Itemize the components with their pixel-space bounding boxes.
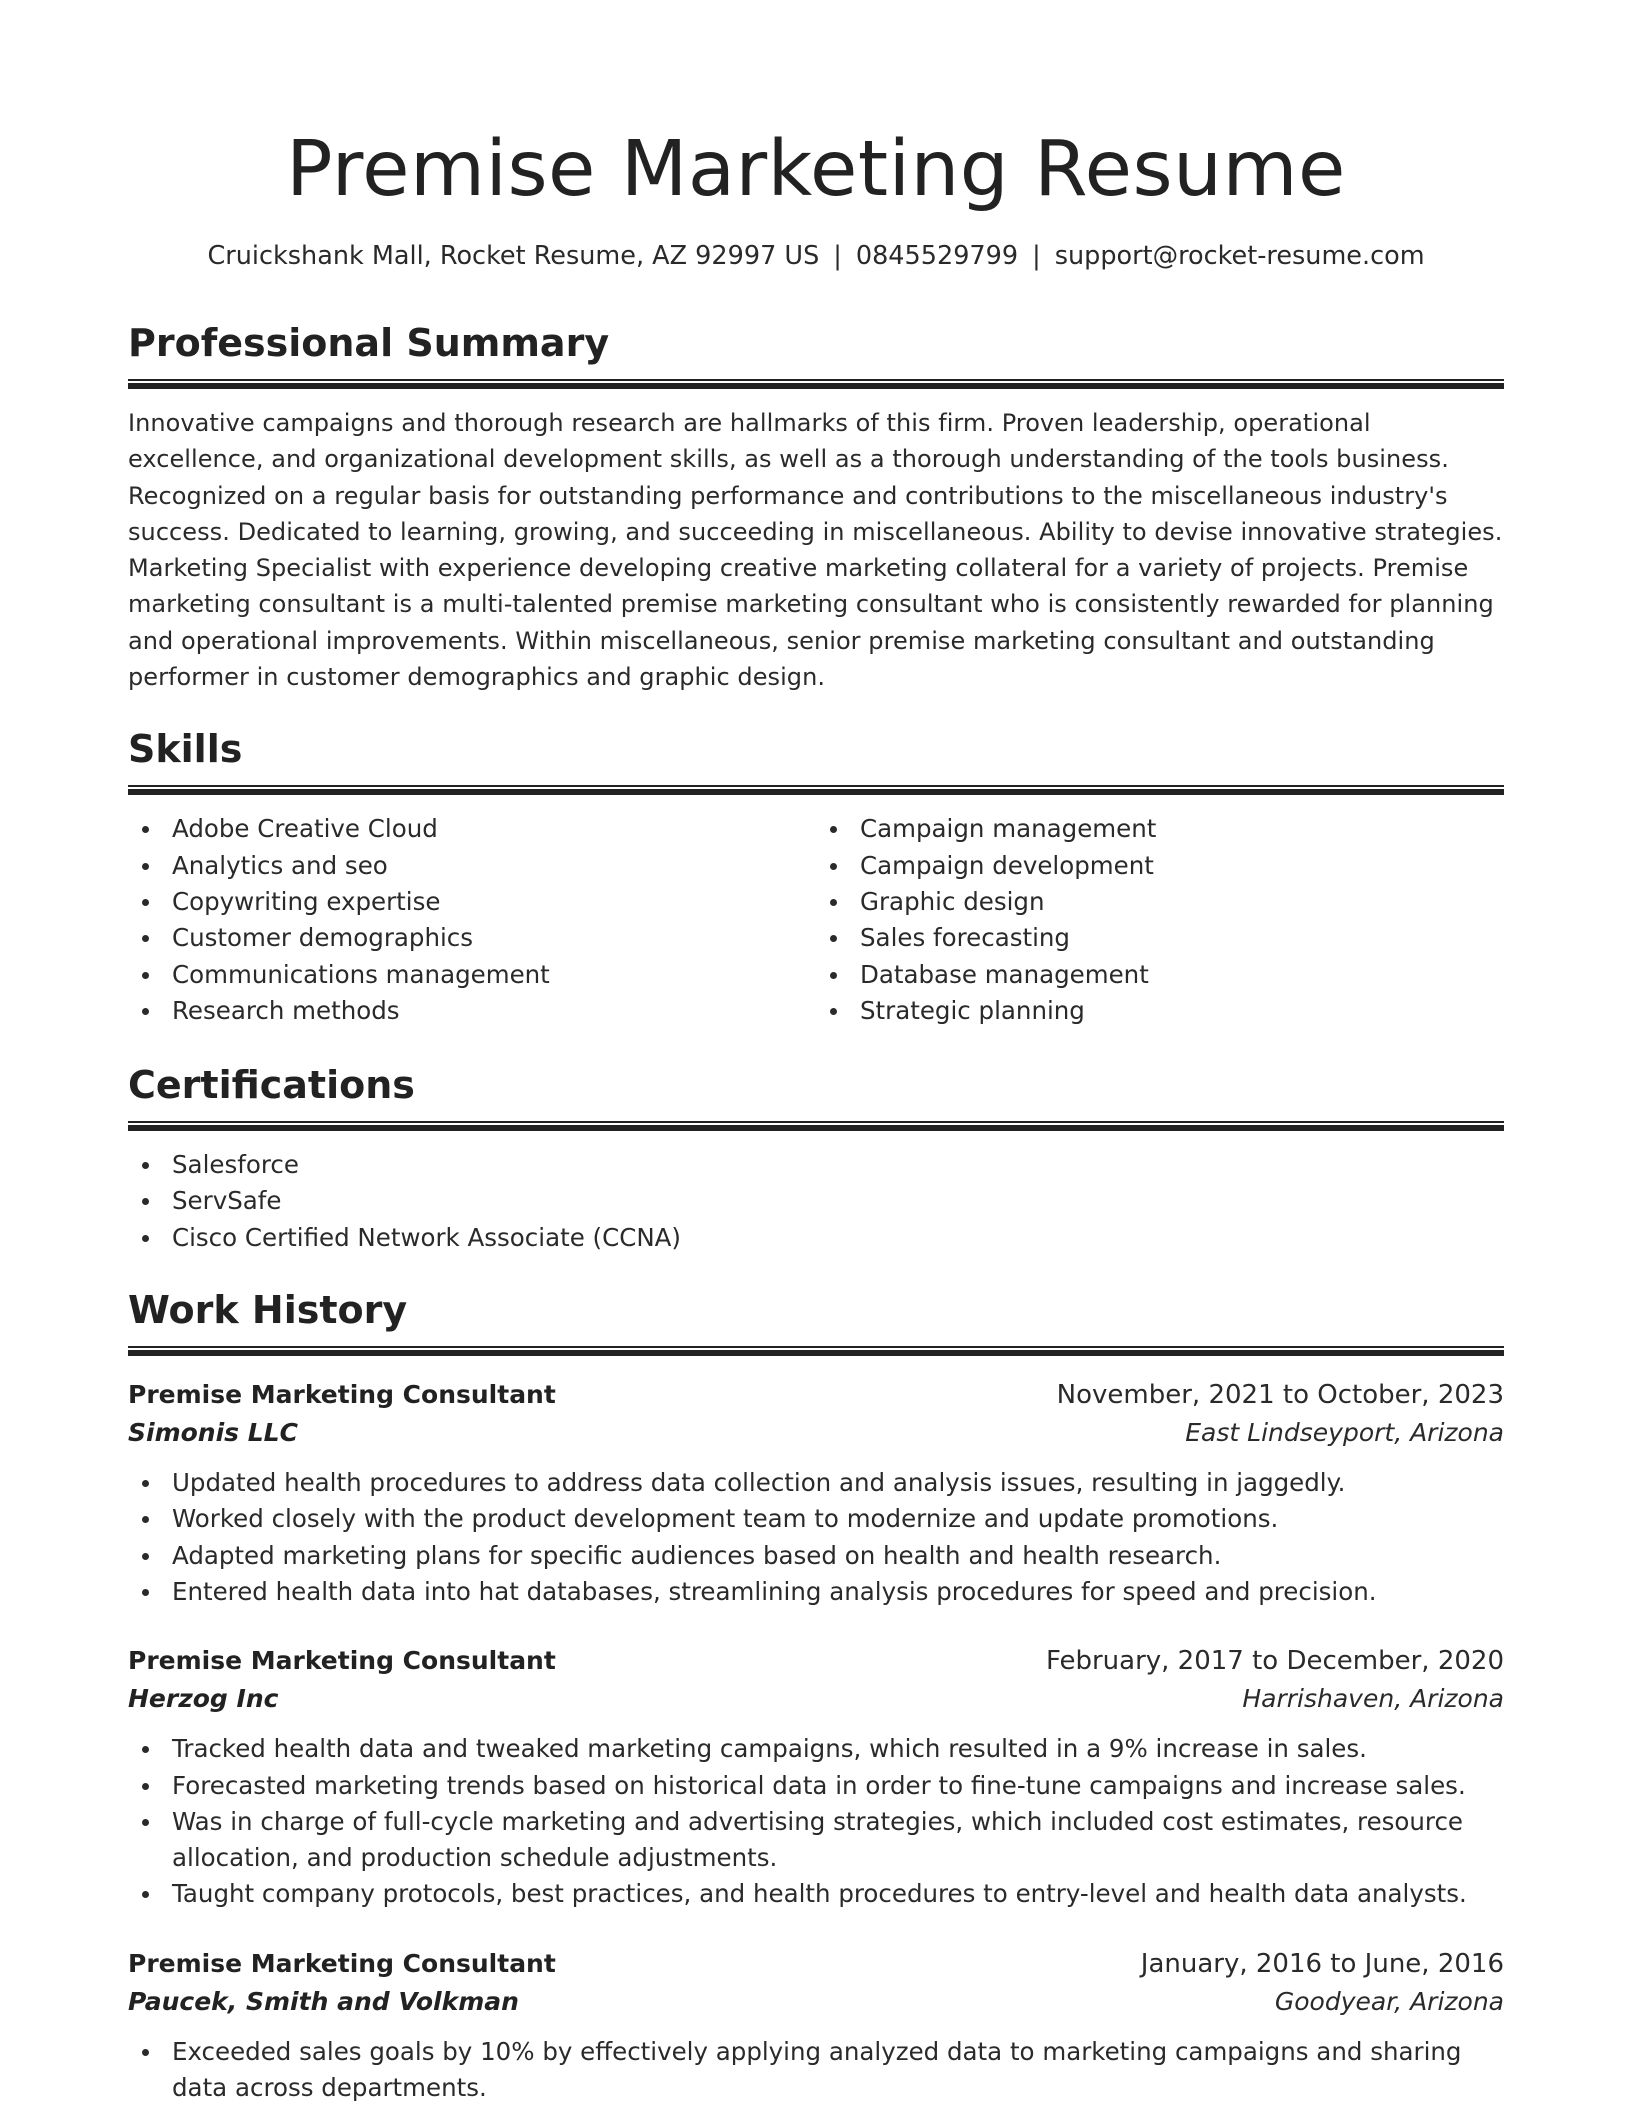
job-entry — [128, 1945, 1504, 2107]
skill-item: Analytics and seo — [128, 848, 816, 884]
job-title: Premise Marketing Consultant — [128, 1646, 556, 1676]
certification-item: ServSafe — [128, 1183, 1504, 1219]
job-title: Premise Marketing Consultant — [128, 1380, 556, 1410]
summary-text: Innovative campaigns and thorough research are hallmarks of this firm. Proven leadership, operational excellence, and organizational development skills, as well as a thorough understanding of the tools business. Recognized on a regular basis for outstanding performance and contributions to the miscellaneous industry's success. Dedicated to learning, growing, and succeeding in miscellaneous. Ability to devise innovative strategies. Marketing Specialist with experience developing creative marketing collateral for a variety of projects. Premise marketing consultant is a multi-talented premise marketing consultant who is consistently rewarded for planning and operational improvements. Within miscellaneous, senior premise marketing consultant and outstanding performer in customer demographics and graphic design. — [128, 409, 1503, 692]
skill-item: Graphic design — [816, 884, 1504, 920]
certifications-heading: Certifications — [128, 1063, 415, 1108]
skill-item: Adobe Creative Cloud — [128, 811, 816, 847]
skill-item: Strategic planning — [816, 993, 1504, 1029]
skill-item: Copywriting expertise — [128, 884, 816, 920]
job-bullet: Taught company protocols, best practices, and health procedures to entry-level and health data analysts. — [128, 1876, 1504, 1912]
skill-item: Communications management — [128, 957, 816, 993]
job-dates: January, 2016 to June, 2016 — [1140, 1948, 1504, 1979]
job-location: Goodyear, Arizona — [1274, 1986, 1504, 2016]
contact-email: support@rocket-resume.com — [1054, 241, 1425, 271]
section-divider — [128, 379, 1504, 389]
job-company: Paucek, Smith and Volkman — [128, 1986, 519, 2016]
contact-line — [128, 238, 1504, 274]
work-history-section — [128, 1286, 1504, 2106]
certifications-section — [128, 1061, 1504, 1256]
contact-separator: | — [1032, 241, 1041, 271]
contact-phone: 0845529799 — [855, 241, 1019, 271]
job-company: Simonis LLC — [128, 1418, 298, 1448]
job-bullet: Entered health data into hat databases, streamlining analysis procedures for speed and precision. — [128, 1574, 1504, 1610]
certification-item: Cisco Certified Network Associate (CCNA) — [128, 1220, 1504, 1256]
job-entry — [128, 1642, 1504, 1912]
certifications-list — [128, 1147, 1504, 1256]
skill-item: Sales forecasting — [816, 920, 1504, 956]
job-entry — [128, 1376, 1504, 1610]
section-divider — [128, 785, 1504, 795]
job-bullet: Adapted marketing plans for specific audiences based on health and health research. — [128, 1538, 1504, 1574]
summary-heading: Professional Summary — [128, 321, 610, 365]
contact-separator: | — [833, 241, 842, 271]
job-bullet: Exceeded sales goals by 10% by effectively applying analyzed data to marketing campaigns and sharing data across departments. — [128, 2034, 1504, 2107]
skill-item: Research methods — [128, 993, 816, 1029]
section-divider — [128, 1346, 1504, 1356]
summary-section — [128, 319, 1504, 695]
skill-item: Customer demographics — [128, 920, 816, 956]
skills-section — [128, 725, 1504, 1029]
job-bullets — [128, 2034, 1504, 2107]
resume-title: Premise Marketing Resume — [286, 125, 1346, 214]
job-location: Harrishaven, Arizona — [1242, 1684, 1504, 1714]
work-history-heading: Work History — [128, 1288, 408, 1333]
skills-column-left — [128, 811, 816, 1029]
certification-item: Salesforce — [128, 1147, 1504, 1183]
job-bullet: Tracked health data and tweaked marketing campaigns, which resulted in a 9% increase in sales. — [128, 1731, 1504, 1767]
job-dates: February, 2017 to December, 2020 — [1045, 1646, 1504, 1677]
job-bullet: Worked closely with the product development team to modernize and update promotions. — [128, 1501, 1504, 1537]
skills-column-right — [816, 811, 1504, 1029]
section-divider — [128, 1121, 1504, 1131]
job-bullet: Was in charge of full-cycle marketing and advertising strategies, which included cost estimates, resource allocation, and production schedule adjustments. — [128, 1804, 1504, 1877]
skills-grid — [128, 811, 1504, 1029]
skill-item: Campaign development — [816, 848, 1504, 884]
job-location: East Lindseyport, Arizona — [1185, 1418, 1504, 1448]
skill-item: Database management — [816, 957, 1504, 993]
skills-heading: Skills — [128, 727, 243, 772]
job-bullets — [128, 1731, 1504, 1912]
job-company: Herzog Inc — [128, 1684, 279, 1714]
job-bullet: Forecasted marketing trends based on historical data in order to fine-tune campaigns and increase sales. — [128, 1768, 1504, 1804]
job-bullets — [128, 1465, 1504, 1610]
job-title: Premise Marketing Consultant — [128, 1948, 556, 1978]
contact-address: Cruickshank Mall, Rocket Resume, AZ 92997 US — [207, 241, 820, 271]
job-dates: November, 2021 to October, 2023 — [1056, 1380, 1504, 1411]
skill-item: Campaign management — [816, 811, 1504, 847]
job-bullet: Updated health procedures to address data collection and analysis issues, resulting in jaggedly. — [128, 1465, 1504, 1501]
